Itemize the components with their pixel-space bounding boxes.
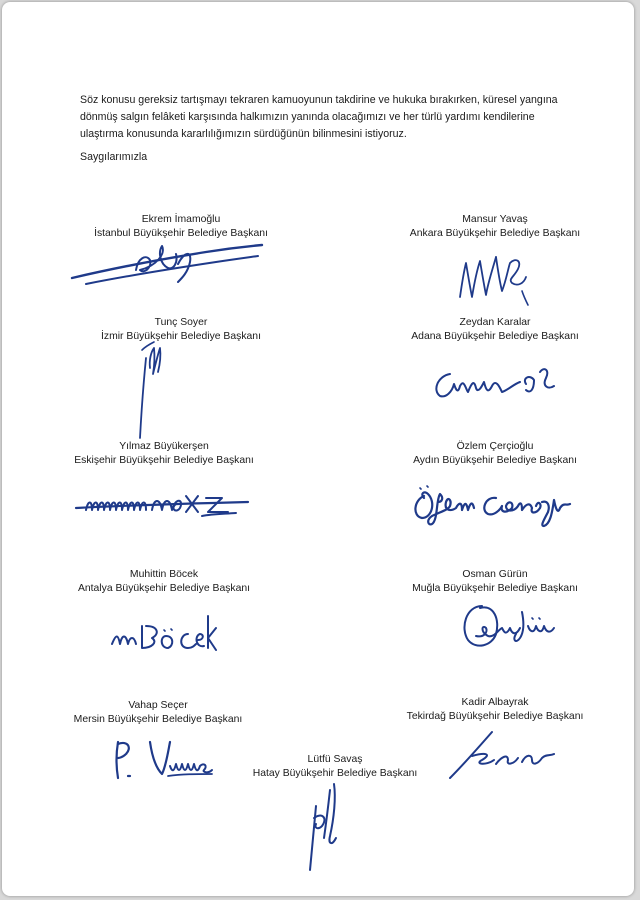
document-page — [2, 2, 634, 896]
signatory-block — [49, 568, 279, 596]
handwritten-signature — [108, 606, 218, 658]
handwritten-signature — [442, 720, 562, 784]
signatory-title: Adana Büyükşehir Belediye Başkanı — [411, 331, 579, 342]
signatory-title: Eskişehir Büyükşehir Belediye Başkanı — [74, 455, 254, 466]
signatory-title: Tekirdağ Büyükşehir Belediye Başkanı — [406, 711, 584, 722]
signatory-name: Muhittin Böcek — [129, 569, 199, 580]
handwritten-signature — [452, 247, 532, 309]
signatory-title: Ankara Büyükşehir Belediye Başkanı — [409, 228, 581, 239]
handwritten-signature — [410, 480, 578, 528]
handwritten-signature — [72, 486, 252, 522]
signatory-name: Vahap Seçer — [128, 700, 188, 711]
handwritten-signature — [66, 240, 266, 290]
signatory-block — [380, 568, 610, 596]
signatory-block — [380, 213, 610, 241]
signatory-block — [66, 213, 296, 241]
signatory-block — [49, 440, 279, 468]
handwritten-signature — [302, 778, 362, 874]
signatory-title: Aydın Büyükşehir Belediye Başkanı — [413, 455, 577, 466]
signatory-title: Muğla Büyükşehir Belediye Başkanı — [412, 583, 578, 594]
signatory-name: Yılmaz Büyükerşen — [119, 441, 209, 452]
signatory-name: Tunç Soyer — [154, 317, 208, 328]
signatory-name: Ekrem İmamoğlu — [141, 214, 221, 225]
signatory-block — [380, 316, 610, 344]
signatory-block — [43, 699, 273, 727]
signatory-block — [66, 316, 296, 344]
handwritten-signature — [430, 360, 560, 404]
signatory-title: İzmir Büyükşehir Belediye Başkanı — [101, 331, 261, 342]
closing-line: Saygılarımızla — [80, 151, 148, 163]
signatory-name: Mansur Yavaş — [462, 214, 528, 225]
handwritten-signature — [128, 338, 168, 444]
signatory-name: Lütfü Savaş — [307, 754, 363, 765]
signatory-name: Özlem Çerçioğlu — [456, 441, 534, 452]
signatory-name: Kadir Albayrak — [461, 697, 529, 708]
handwritten-signature — [108, 732, 218, 784]
signatory-name: Osman Gürün — [462, 569, 528, 580]
body-paragraph: Söz konusu gereksiz tartışmayı tekraren kamuoyunun takdirine ve hukuka bırakırken, küresel yangına dönmüş salgın felâketi karşısında halkımızın yanında olacağımızı ve her türlü yardımı kendilerine ulaştırma konusunda kararlılığımızın sürdüğünün bilinmesini istiyoruz. — [80, 94, 558, 140]
signatory-name: Zeydan Karalar — [459, 317, 531, 328]
signatory-block — [220, 753, 450, 781]
signatory-title: Mersin Büyükşehir Belediye Başkanı — [73, 714, 243, 725]
signatory-title: İstanbul Büyükşehir Belediye Başkanı — [94, 228, 268, 239]
signatory-title: Antalya Büyükşehir Belediye Başkanı — [77, 583, 251, 594]
signatory-title: Hatay Büyükşehir Belediye Başkanı — [252, 768, 418, 779]
handwritten-signature — [458, 598, 558, 658]
signatory-block — [380, 440, 610, 468]
